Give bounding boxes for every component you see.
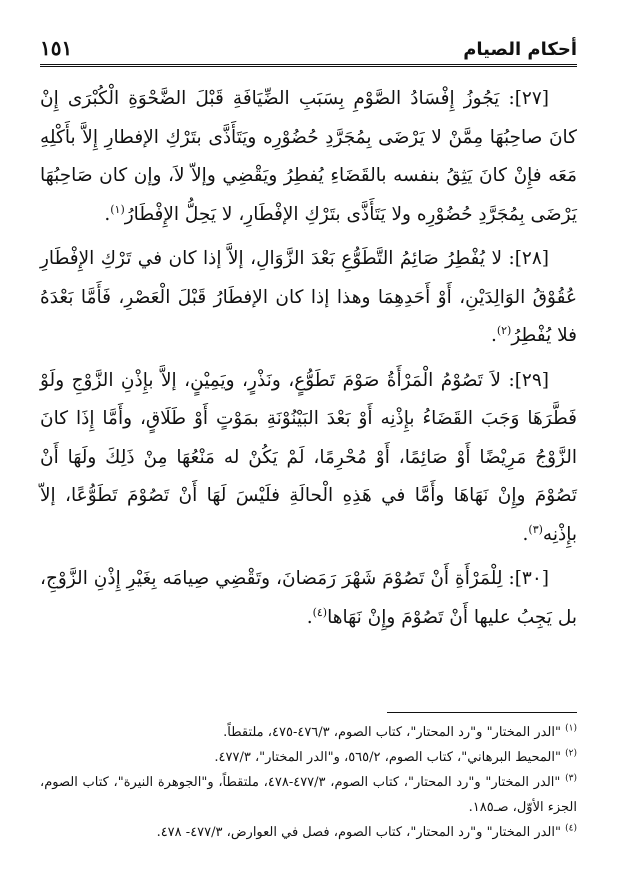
footnote-number: (٤) <box>565 823 577 834</box>
paragraph-text: : لاَ تَصُوْمُ الْمَرْأَةُ صَوْمَ تَطَوُّعٍ، ونَذْرٍ، ويَمِيْنٍ، إلاَّ بإِذْنِ الزَّوْجِ ولَوْ فَطَّرَهَا وَجَبَ القَضَاءُ بإِذْنِه أَوْ بَعْدَ البَيْنُوْنَةِ بمَوْتٍ أَوْ طَلَاقٍ، وأَمَّا إِذَا كانَ الزَّوْجُ مَرِيْضًا أَوْ صَائِمًا، أَوْ مُحْرِمًا، لَمْ يَكُنْ له مَنْعُهَا مِنْ ذَلِكَ ولَهَا أَنْ تَصُوْمَ وإِنْ نَهَاهَا وأَمَّا في هَذِهِ الْحالَةِ فلَيْسَ لَهَا أَنْ تَصُوْمَ تَطَوُّعًا، إلاّ بإِذْنِه <box>40 369 577 545</box>
footnote-text: "الدر المختار" و"رد المحتار"، كتاب الصوم، فصل في العوارض، ٤٧٧/٣- ٤٧٨. <box>156 825 561 840</box>
footnote-4 <box>40 820 577 845</box>
page-number: ١٥١ <box>40 36 73 60</box>
footnote-number: (١) <box>565 723 577 734</box>
header-rule <box>40 64 577 67</box>
paragraph-number: [٣٠] <box>514 568 549 589</box>
paragraph-end: . <box>306 606 313 628</box>
footnote-ref[interactable]: (٤) <box>312 605 328 619</box>
paragraph-end: . <box>490 325 497 346</box>
main-text <box>40 80 577 643</box>
paragraph-text: : يَجُوزُ إِفْسَادُ الصَّوْمِ بِسَبَبِ الضِّيَافَةِ قَبْلَ الضَّحْوَةِ الْكُبْرَى إِنْ كانَ صاحِبُهَا مِمَّنْ لا يَرْضَى بِمُجَرَّدِ حُضُوْرِه ويَتَأَذَّى بتَرْكِ الإفطارِ إِلاَّ بأَكْلِهِ مَعَه فإِنْ كانَ يَثِقُ بنفسه بالقَضَاءِ يُفطِرُ ويَقْضِي وإلاّ لاَ، وإن كان صَاحِبُهَا يَرْضَى بِمُجَرَّدِ حُضُوْرِه ولا يَتَأَذَّى بتَرْكِ الإفْطَارِ، لا يَحِلُّ الإِفْطَارُ <box>40 88 577 225</box>
paragraph-number: [٢٧] <box>514 88 549 109</box>
footnote-ref[interactable]: (١) <box>110 202 125 216</box>
footnote-number: (٣) <box>565 773 577 784</box>
footnote-ref[interactable]: (٢) <box>496 323 512 337</box>
paragraph-number: [٢٩] <box>514 369 549 391</box>
paragraph-end: . <box>104 203 111 225</box>
footnotes <box>40 720 577 845</box>
paragraph-number: [٢٨] <box>514 248 549 269</box>
paragraph-28 <box>40 240 577 356</box>
paragraph-30 <box>40 560 577 637</box>
paragraph-text: : لِلْمَرْأَةِ أَنْ تَصُوْمَ شَهْرَ رَمَضانَ، وتَقْضِي صِيامَه بِغَيْرِ إِذْنِ الزَّوْجِ، بل يَجِبُ عليها أَنْ تَصُوْمَ وإِنْ نَهَاها <box>40 568 577 628</box>
footnote-text: "المحيط البرهاني"، كتاب الصوم، ٥٦٥/٢، و"الدر المختار"، ٤٧٧/٣. <box>214 750 561 765</box>
footnote-separator <box>387 712 577 713</box>
chapter-title: أحكام الصيام <box>463 39 577 60</box>
footnote-1 <box>40 720 577 745</box>
footnote-ref[interactable]: (٣) <box>528 522 543 536</box>
paragraph-29 <box>40 362 577 555</box>
paragraph-27 <box>40 80 577 234</box>
paragraph-end: . <box>522 523 529 545</box>
footnote-3 <box>40 770 577 820</box>
footnote-number: (٢) <box>565 748 577 759</box>
footnote-2 <box>40 745 577 770</box>
running-header <box>40 26 577 60</box>
paragraph-text: : لا يُفْطِرُ صَائِمُ التَّطَوُّعِ بَعْدَ الزَّوَالِ، إلاَّ إذا كان في تَرْكِ الإِفْطَارِ عُقُوْقُ الوَالِدَيْنِ، أَوْ أَحَدِهِمَا وهذا إذا كان الإفطَارُ قَبْلَ الْعَصْرِ، فَأَمَّا بَعْدَهُ فلا يُفْطِرُ <box>40 248 577 346</box>
footnote-text: "الدر المختار" و"رد المحتار"، كتاب الصوم، ٤٧٧/٣-٤٧٨، ملتقطاً، و"الجوهرة النيرة"، كتاب الصوم، الجزء الأوّل، صـ١٨٥. <box>40 775 577 815</box>
footnote-text: "الدر المختار" و"رد المحتار"، كتاب الصوم، ٤٧٦/٣-٤٧٥، ملتقطاً. <box>223 725 561 740</box>
